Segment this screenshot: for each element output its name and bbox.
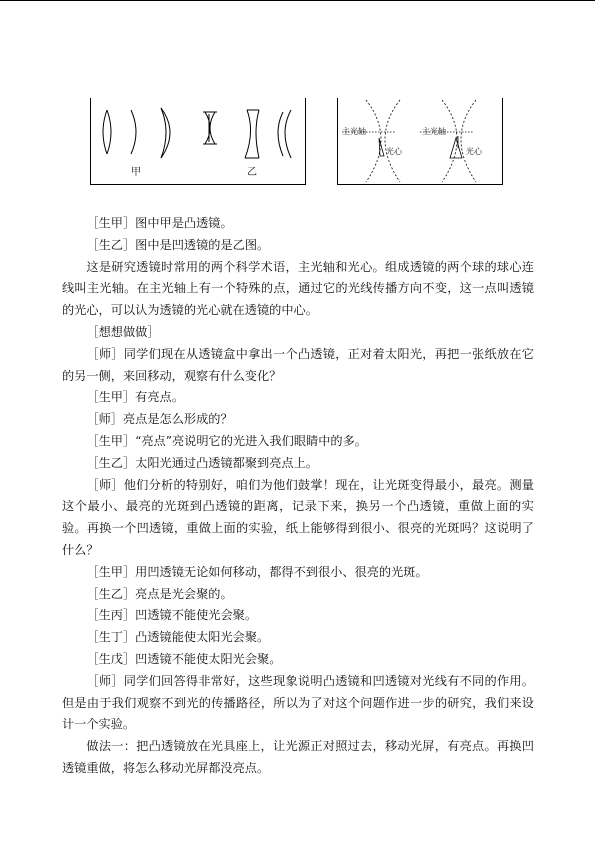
label-principal-axis-2: 主光轴 [422,127,446,136]
paragraph: ［生乙］亮点是光会聚的。 [86,586,233,601]
label-jia: 甲 [131,167,141,178]
axis-center-figure [337,98,503,185]
paragraph: 做法一：把凸透镜放在光具座上，让光源正对照过去，移动光屏，有亮点。再换凹透镜重做，将怎么移动光屏都没亮点。 [62,739,534,775]
top-rule [0,0,595,1]
paragraph: ［师］亮点是怎么形成的？ [86,412,233,427]
lens-shapes-drawing [91,98,305,184]
axis-center-drawing [338,98,502,184]
label-yi: 乙 [247,167,257,178]
label-optical-center-1: 光心 [386,147,402,156]
paragraph: ［生乙］图中是凹透镜的是乙图。 [86,237,270,252]
paragraph: ［生甲］图中甲是凸透镜。 [86,216,233,230]
lens-types-figure [90,98,306,185]
paragraph: 这是研究透镜时常用的两个科学术语，主光轴和光心。组成透镜的两个球的球心连线叫主光轴。在主光轴上有一个特殊的点，通过它的光线传播方向不变，这一点叫透镜的光心，可以认为透镜的光心就在透镜的中心。 [62,259,534,318]
paragraph: ［生丙］凹透镜不能使光会聚。 [86,608,258,623]
paragraph: ［师］他们分析的特别好，咱们为他们鼓掌！现在，让光斑变得最小，最亮。测量这个最小、最亮的光斑到凸透镜的距离，记录下来，换另一个凸透镜，重做上面的实验。再换一个凹透镜，重做上面的实验，纸上能够得到很小、很亮的光斑吗？这说明了什么？ [62,477,534,557]
paragraph: ［师］同学们现在从透镜盒中拿出一个凸透镜，正对着太阳光，再把一张纸放在它的另一侧，来回移动，观察有什么变化？ [62,346,534,383]
paragraph: ［生戊］凹透镜不能使太阳光会聚。 [86,651,282,666]
paragraph: ［师］同学们回答得非常好，这些现象说明凸透镜和凹透镜对光线有不同的作用。但是由于我们观察不到光的传播路径，所以为了对这个问题作进一步的研究，我们来设计一个实验。 [62,673,534,732]
body-text [62,213,534,780]
paragraph: ［生甲］有亮点。 [86,390,184,405]
label-principal-axis-1: 主光轴 [342,127,366,136]
paragraph: ［生甲］用凹透镜无论如何移动，都得不到很小、很亮的光斑。 [86,564,428,579]
paragraph: ［生甲］“亮点”亮说明它的光进入我们眼睛中的多。 [86,433,367,448]
paragraph: ［生丁］凸透镜能使太阳光会聚。 [86,630,270,645]
paragraph: ［想想做做］ [86,324,160,339]
label-optical-center-2: 光心 [466,147,482,156]
paragraph: ［生乙］太阳光通过凸透镜都聚到亮点上。 [86,455,318,470]
